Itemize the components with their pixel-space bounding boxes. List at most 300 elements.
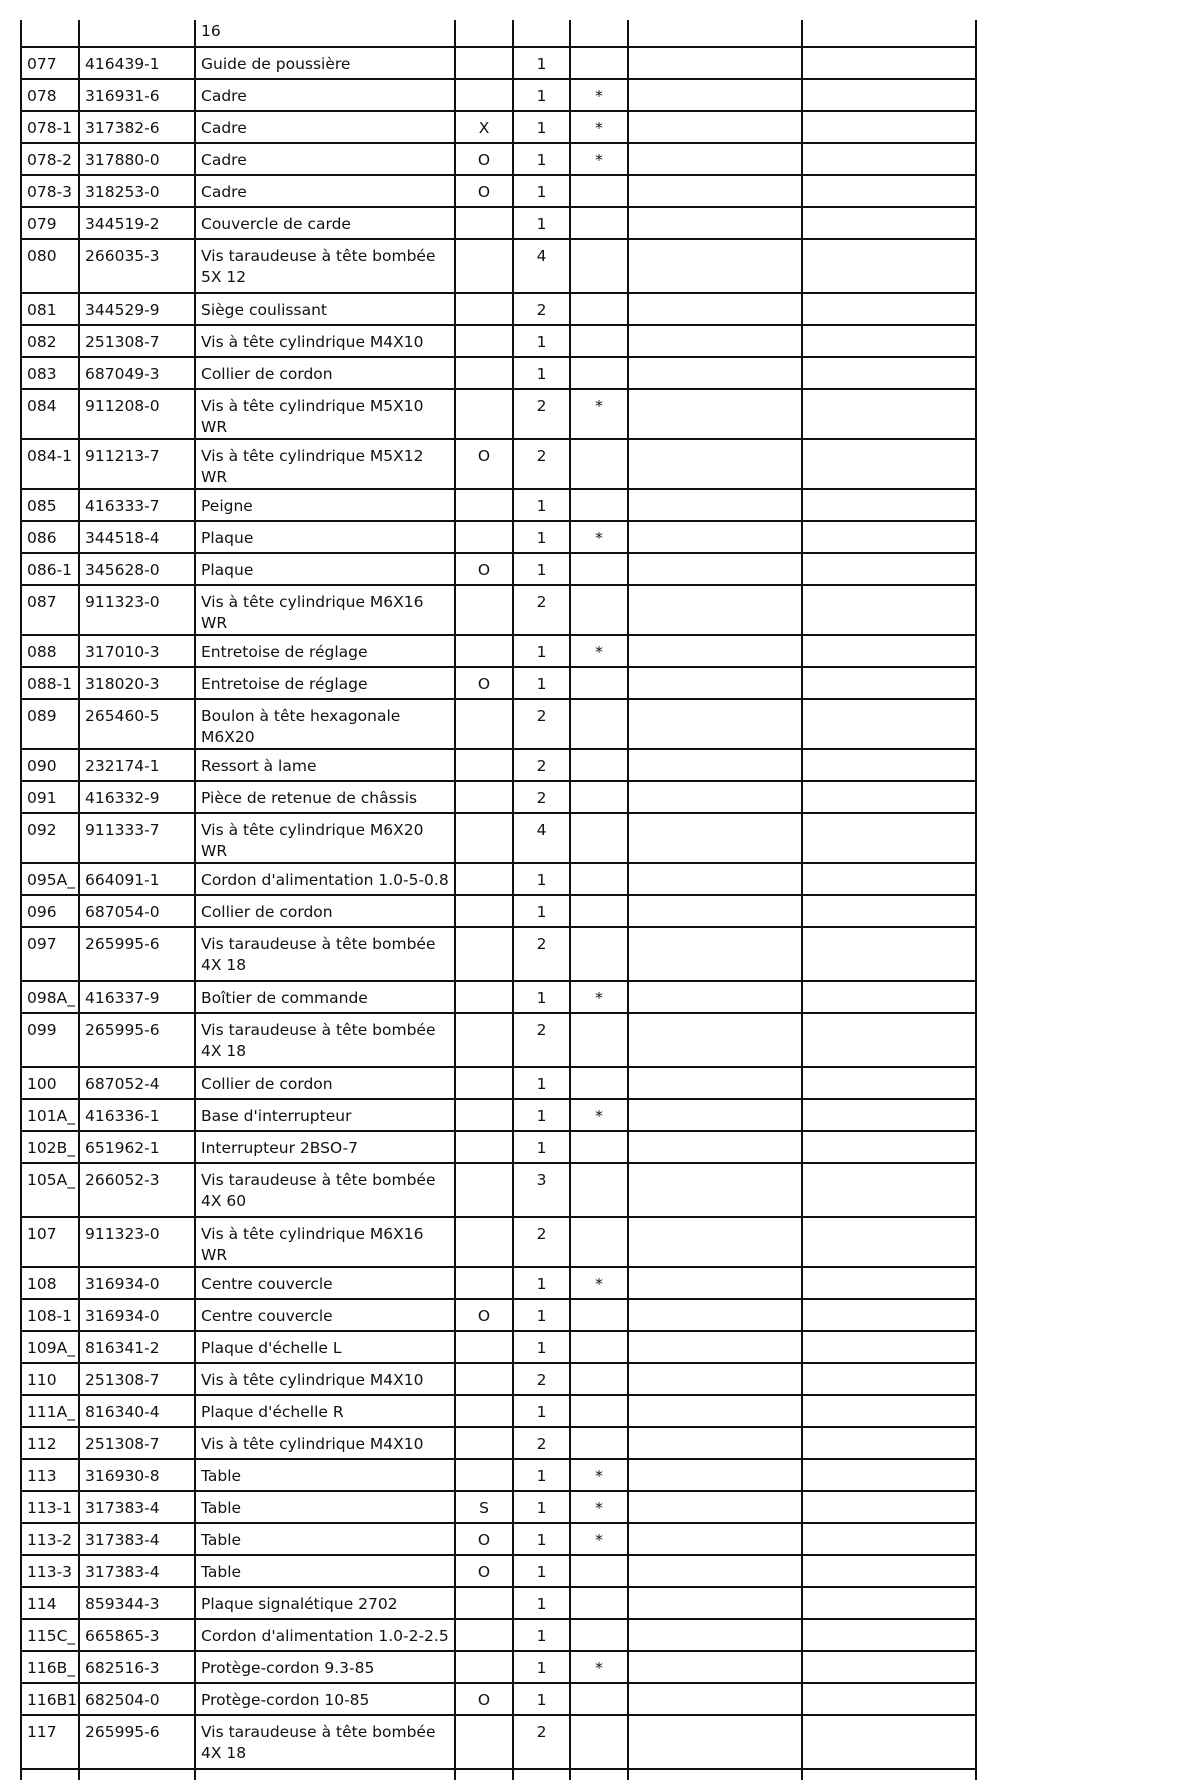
quantity-cell: 1: [513, 1491, 570, 1523]
part-number-cell: 251308-7: [79, 1427, 195, 1459]
table-row: [21, 781, 976, 813]
item-number-cell: 095A_: [21, 863, 79, 895]
table-row: [21, 1587, 976, 1619]
note-mark-cell: [570, 175, 628, 207]
blank-cell: [628, 1427, 802, 1459]
note-mark-cell: [570, 1013, 628, 1067]
table-row: [21, 111, 976, 143]
table-row: [21, 1491, 976, 1523]
part-number-cell: 416333-7: [79, 489, 195, 521]
quantity-cell: 2: [513, 749, 570, 781]
note-mark-cell: [570, 1131, 628, 1163]
quantity-cell: 2: [513, 927, 570, 981]
blank-cell: [802, 1363, 976, 1395]
quantity-cell: 1: [513, 1523, 570, 1555]
blank-cell: [802, 357, 976, 389]
quantity-cell: 4: [513, 813, 570, 863]
blank-cell: [628, 325, 802, 357]
table-row: [21, 325, 976, 357]
blank-cell: [802, 553, 976, 585]
part-number-cell: [79, 20, 195, 47]
table-row: [21, 47, 976, 79]
table-row: [21, 1427, 976, 1459]
blank-cell: [802, 1491, 976, 1523]
option-code-cell: [455, 207, 513, 239]
option-code-cell: [455, 1769, 513, 1780]
blank-cell: [628, 553, 802, 585]
item-number-cell: 088-1: [21, 667, 79, 699]
quantity-cell: 1: [513, 1067, 570, 1099]
item-number-cell: 116B_: [21, 1651, 79, 1683]
item-number-cell: [21, 1769, 79, 1780]
part-number-cell: 345628-0: [79, 553, 195, 585]
blank-cell: [802, 1331, 976, 1363]
part-number-cell: 344529-9: [79, 293, 195, 325]
note-mark-cell: *: [570, 1491, 628, 1523]
note-mark-cell: *: [570, 981, 628, 1013]
part-number-cell: 318253-0: [79, 175, 195, 207]
description-cell: Centre couvercle: [195, 1267, 455, 1299]
option-code-cell: O: [455, 553, 513, 585]
table-row: [21, 357, 976, 389]
blank-cell: [628, 1587, 802, 1619]
item-number-cell: 086-1: [21, 553, 79, 585]
blank-cell: [628, 143, 802, 175]
item-number-cell: 099: [21, 1013, 79, 1067]
item-number-cell: 091: [21, 781, 79, 813]
blank-cell: [628, 20, 802, 47]
description-cell: Table: [195, 1523, 455, 1555]
quantity-cell: 2: [513, 585, 570, 635]
table-row: [21, 1395, 976, 1427]
description-cell: Interrupteur 2BSO-7: [195, 1131, 455, 1163]
option-code-cell: [455, 489, 513, 521]
table-row: [21, 1769, 976, 1780]
item-number-cell: 079: [21, 207, 79, 239]
note-mark-cell: [570, 1587, 628, 1619]
table-row: [21, 1267, 976, 1299]
blank-cell: [802, 667, 976, 699]
item-number-cell: 116B1: [21, 1683, 79, 1715]
blank-cell: [802, 1555, 976, 1587]
table-row: [21, 389, 976, 439]
quantity-cell: 1: [513, 1299, 570, 1331]
table-row: [21, 1299, 976, 1331]
blank-cell: [628, 1523, 802, 1555]
part-number-cell: 816341-2: [79, 1331, 195, 1363]
table-row: [21, 1363, 976, 1395]
description-cell: Collier de cordon: [195, 1067, 455, 1099]
item-number-cell: 078-3: [21, 175, 79, 207]
blank-cell: [628, 1163, 802, 1217]
quantity-cell: 1: [513, 635, 570, 667]
item-number-cell: 098A_: [21, 981, 79, 1013]
table-row: [21, 1013, 976, 1067]
blank-cell: [802, 1459, 976, 1491]
note-mark-cell: [570, 813, 628, 863]
blank-cell: [802, 1769, 976, 1780]
blank-cell: [802, 1715, 976, 1769]
item-number-cell: 109A_: [21, 1331, 79, 1363]
item-number-cell: 115C_: [21, 1619, 79, 1651]
table-row: [21, 813, 976, 863]
option-code-cell: [455, 981, 513, 1013]
note-mark-cell: [570, 553, 628, 585]
item-number-cell: 108: [21, 1267, 79, 1299]
parts-table: [20, 20, 977, 1780]
note-mark-cell: *: [570, 1651, 628, 1683]
part-number-cell: 266052-3: [79, 1163, 195, 1217]
item-number-cell: 084: [21, 389, 79, 439]
quantity-cell: 1: [513, 489, 570, 521]
description-cell: Vis à tête cylindrique M4X10: [195, 1427, 455, 1459]
table-row: [21, 1459, 976, 1491]
part-number-cell: 317383-4: [79, 1523, 195, 1555]
item-number-cell: 102B_: [21, 1131, 79, 1163]
description-cell: Plaque d'échelle R: [195, 1395, 455, 1427]
blank-cell: [628, 1331, 802, 1363]
table-row: [21, 20, 976, 47]
item-number-cell: 113-3: [21, 1555, 79, 1587]
part-number-cell: 911323-0: [79, 585, 195, 635]
item-number-cell: [21, 20, 79, 47]
quantity-cell: 2: [513, 389, 570, 439]
option-code-cell: S: [455, 1491, 513, 1523]
part-number-cell: 416336-1: [79, 1099, 195, 1131]
blank-cell: [802, 585, 976, 635]
option-code-cell: [455, 585, 513, 635]
quantity-cell: 1: [513, 1331, 570, 1363]
quantity-cell: 2: [513, 1013, 570, 1067]
description-cell: Centre couvercle: [195, 1299, 455, 1331]
quantity-cell: 3: [513, 1163, 570, 1217]
quantity-cell: 1: [513, 667, 570, 699]
note-mark-cell: [570, 699, 628, 749]
blank-cell: [628, 927, 802, 981]
part-number-cell: 266035-3: [79, 239, 195, 293]
option-code-cell: [455, 1619, 513, 1651]
description-cell: Siège coulissant: [195, 293, 455, 325]
part-number-cell: 911213-7: [79, 439, 195, 489]
blank-cell: [628, 1769, 802, 1780]
blank-cell: [802, 699, 976, 749]
item-number-cell: 113: [21, 1459, 79, 1491]
note-mark-cell: [570, 927, 628, 981]
option-code-cell: [455, 813, 513, 863]
blank-cell: [802, 389, 976, 439]
part-number-cell: 687052-4: [79, 1067, 195, 1099]
item-number-cell: 086: [21, 521, 79, 553]
quantity-cell: 2: [513, 1363, 570, 1395]
quantity-cell: 1: [513, 1131, 570, 1163]
description-cell: Vis à tête cylindrique M4X10: [195, 325, 455, 357]
quantity-cell: 1: [513, 79, 570, 111]
quantity-cell: 1: [513, 207, 570, 239]
option-code-cell: [455, 1587, 513, 1619]
description-cell: Vis taraudeuse à tête bombée 4X 18: [195, 927, 455, 981]
table-row: [21, 863, 976, 895]
blank-cell: [628, 813, 802, 863]
table-row: [21, 175, 976, 207]
item-number-cell: 101A_: [21, 1099, 79, 1131]
quantity-cell: 1: [513, 1555, 570, 1587]
parts-list-page: [20, 20, 975, 1780]
quantity-cell: 1: [513, 1267, 570, 1299]
option-code-cell: [455, 325, 513, 357]
option-code-cell: [455, 1067, 513, 1099]
option-code-cell: [455, 927, 513, 981]
blank-cell: [802, 927, 976, 981]
description-cell: Cadre: [195, 175, 455, 207]
option-code-cell: [455, 635, 513, 667]
description-cell: Plaque signalétique 2702: [195, 1587, 455, 1619]
note-mark-cell: [570, 1163, 628, 1217]
blank-cell: [802, 1163, 976, 1217]
option-code-cell: [455, 1427, 513, 1459]
item-number-cell: 110: [21, 1363, 79, 1395]
description-cell: Entretoise de réglage: [195, 635, 455, 667]
part-number-cell: 911323-0: [79, 1217, 195, 1267]
blank-cell: [628, 439, 802, 489]
blank-cell: [802, 521, 976, 553]
option-code-cell: O: [455, 1683, 513, 1715]
parts-table-body: [21, 20, 976, 1780]
option-code-cell: [455, 1715, 513, 1769]
description-cell: Collier de cordon: [195, 357, 455, 389]
description-cell: [195, 1769, 455, 1780]
part-number-cell: 251308-7: [79, 1363, 195, 1395]
blank-cell: [802, 635, 976, 667]
note-mark-cell: [570, 1217, 628, 1267]
note-mark-cell: *: [570, 79, 628, 111]
description-cell: Vis taraudeuse à tête bombée 4X 18: [195, 1013, 455, 1067]
description-cell: Cadre: [195, 79, 455, 111]
blank-cell: [628, 79, 802, 111]
table-row: [21, 1555, 976, 1587]
blank-cell: [802, 111, 976, 143]
description-cell: Plaque d'échelle L: [195, 1331, 455, 1363]
part-number-cell: 665865-3: [79, 1619, 195, 1651]
quantity-cell: 1: [513, 1651, 570, 1683]
table-row: [21, 635, 976, 667]
blank-cell: [628, 1491, 802, 1523]
blank-cell: [628, 1217, 802, 1267]
description-cell: Vis à tête cylindrique M6X20 WR: [195, 813, 455, 863]
part-number-cell: 265995-6: [79, 1013, 195, 1067]
blank-cell: [628, 239, 802, 293]
note-mark-cell: [570, 585, 628, 635]
description-cell: Protège-cordon 9.3-85: [195, 1651, 455, 1683]
option-code-cell: [455, 1217, 513, 1267]
part-number-cell: 682516-3: [79, 1651, 195, 1683]
part-number-cell: 687054-0: [79, 895, 195, 927]
part-number-cell: 682504-0: [79, 1683, 195, 1715]
quantity-cell: 1: [513, 143, 570, 175]
part-number-cell: 664091-1: [79, 863, 195, 895]
table-row: [21, 489, 976, 521]
item-number-cell: 077: [21, 47, 79, 79]
note-mark-cell: [570, 1067, 628, 1099]
quantity-cell: 1: [513, 325, 570, 357]
table-row: [21, 1067, 976, 1099]
note-mark-cell: *: [570, 389, 628, 439]
part-number-cell: 911333-7: [79, 813, 195, 863]
option-code-cell: O: [455, 175, 513, 207]
blank-cell: [628, 667, 802, 699]
blank-cell: [802, 981, 976, 1013]
note-mark-cell: [570, 1395, 628, 1427]
blank-cell: [802, 1067, 976, 1099]
quantity-cell: 1: [513, 357, 570, 389]
description-cell: 16: [195, 20, 455, 47]
item-number-cell: 087: [21, 585, 79, 635]
description-cell: Table: [195, 1459, 455, 1491]
item-number-cell: 085: [21, 489, 79, 521]
quantity-cell: 1: [513, 895, 570, 927]
description-cell: Plaque: [195, 521, 455, 553]
note-mark-cell: [570, 47, 628, 79]
table-row: [21, 521, 976, 553]
blank-cell: [628, 489, 802, 521]
part-number-cell: 416439-1: [79, 47, 195, 79]
blank-cell: [628, 781, 802, 813]
option-code-cell: [455, 1331, 513, 1363]
item-number-cell: 081: [21, 293, 79, 325]
option-code-cell: [455, 1013, 513, 1067]
blank-cell: [628, 111, 802, 143]
blank-cell: [628, 1395, 802, 1427]
part-number-cell: 251308-7: [79, 325, 195, 357]
blank-cell: [802, 1619, 976, 1651]
item-number-cell: 088: [21, 635, 79, 667]
description-cell: Boulon à tête hexagonale M6X20: [195, 699, 455, 749]
item-number-cell: 082: [21, 325, 79, 357]
blank-cell: [628, 1363, 802, 1395]
description-cell: Couvercle de carde: [195, 207, 455, 239]
note-mark-cell: [570, 1363, 628, 1395]
option-code-cell: [455, 79, 513, 111]
table-row: [21, 439, 976, 489]
blank-cell: [628, 1683, 802, 1715]
table-row: [21, 927, 976, 981]
note-mark-cell: *: [570, 635, 628, 667]
table-row: [21, 1131, 976, 1163]
item-number-cell: 114: [21, 1587, 79, 1619]
note-mark-cell: [570, 207, 628, 239]
blank-cell: [802, 1013, 976, 1067]
quantity-cell: 2: [513, 1217, 570, 1267]
part-number-cell: 859344-3: [79, 1587, 195, 1619]
note-mark-cell: [570, 1331, 628, 1363]
quantity-cell: 1: [513, 175, 570, 207]
blank-cell: [628, 585, 802, 635]
option-code-cell: [455, 47, 513, 79]
blank-cell: [628, 1299, 802, 1331]
description-cell: Cordon d'alimentation 1.0-2-2.5: [195, 1619, 455, 1651]
description-cell: Collier de cordon: [195, 895, 455, 927]
quantity-cell: 2: [513, 1427, 570, 1459]
description-cell: Vis à tête cylindrique M6X16 WR: [195, 1217, 455, 1267]
blank-cell: [628, 1619, 802, 1651]
item-number-cell: 078: [21, 79, 79, 111]
blank-cell: [802, 1099, 976, 1131]
blank-cell: [802, 143, 976, 175]
part-number-cell: 316934-0: [79, 1267, 195, 1299]
blank-cell: [628, 357, 802, 389]
blank-cell: [628, 1067, 802, 1099]
quantity-cell: 1: [513, 981, 570, 1013]
blank-cell: [802, 1683, 976, 1715]
option-code-cell: X: [455, 111, 513, 143]
option-code-cell: O: [455, 143, 513, 175]
part-number-cell: 232174-1: [79, 749, 195, 781]
part-number-cell: 316934-0: [79, 1299, 195, 1331]
quantity-cell: 2: [513, 781, 570, 813]
option-code-cell: [455, 293, 513, 325]
part-number-cell: 316930-8: [79, 1459, 195, 1491]
note-mark-cell: [570, 293, 628, 325]
blank-cell: [628, 389, 802, 439]
blank-cell: [802, 239, 976, 293]
blank-cell: [802, 293, 976, 325]
table-row: [21, 1619, 976, 1651]
table-row: [21, 1715, 976, 1769]
table-row: [21, 699, 976, 749]
note-mark-cell: [570, 749, 628, 781]
option-code-cell: [455, 1267, 513, 1299]
table-row: [21, 1523, 976, 1555]
part-number-cell: 318020-3: [79, 667, 195, 699]
part-number-cell: 317382-6: [79, 111, 195, 143]
item-number-cell: 084-1: [21, 439, 79, 489]
note-mark-cell: [570, 1427, 628, 1459]
item-number-cell: 117: [21, 1715, 79, 1769]
item-number-cell: 105A_: [21, 1163, 79, 1217]
note-mark-cell: *: [570, 143, 628, 175]
blank-cell: [802, 207, 976, 239]
blank-cell: [628, 1267, 802, 1299]
note-mark-cell: [570, 1683, 628, 1715]
part-number-cell: 265995-6: [79, 1715, 195, 1769]
item-number-cell: 112: [21, 1427, 79, 1459]
table-row: [21, 207, 976, 239]
option-code-cell: O: [455, 439, 513, 489]
description-cell: Protège-cordon 10-85: [195, 1683, 455, 1715]
part-number-cell: 317010-3: [79, 635, 195, 667]
table-row: [21, 749, 976, 781]
item-number-cell: 080: [21, 239, 79, 293]
item-number-cell: 078-2: [21, 143, 79, 175]
note-mark-cell: *: [570, 1459, 628, 1491]
blank-cell: [802, 813, 976, 863]
note-mark-cell: [570, 1715, 628, 1769]
blank-cell: [802, 1267, 976, 1299]
description-cell: Plaque: [195, 553, 455, 585]
quantity-cell: 1: [513, 863, 570, 895]
option-code-cell: O: [455, 1523, 513, 1555]
part-number-cell: 416332-9: [79, 781, 195, 813]
quantity-cell: 1: [513, 1099, 570, 1131]
quantity-cell: 1: [513, 111, 570, 143]
note-mark-cell: *: [570, 521, 628, 553]
table-row: [21, 239, 976, 293]
blank-cell: [802, 781, 976, 813]
quantity-cell: 2: [513, 293, 570, 325]
part-number-cell: 265995-6: [79, 927, 195, 981]
table-row: [21, 1331, 976, 1363]
blank-cell: [628, 207, 802, 239]
option-code-cell: O: [455, 1555, 513, 1587]
